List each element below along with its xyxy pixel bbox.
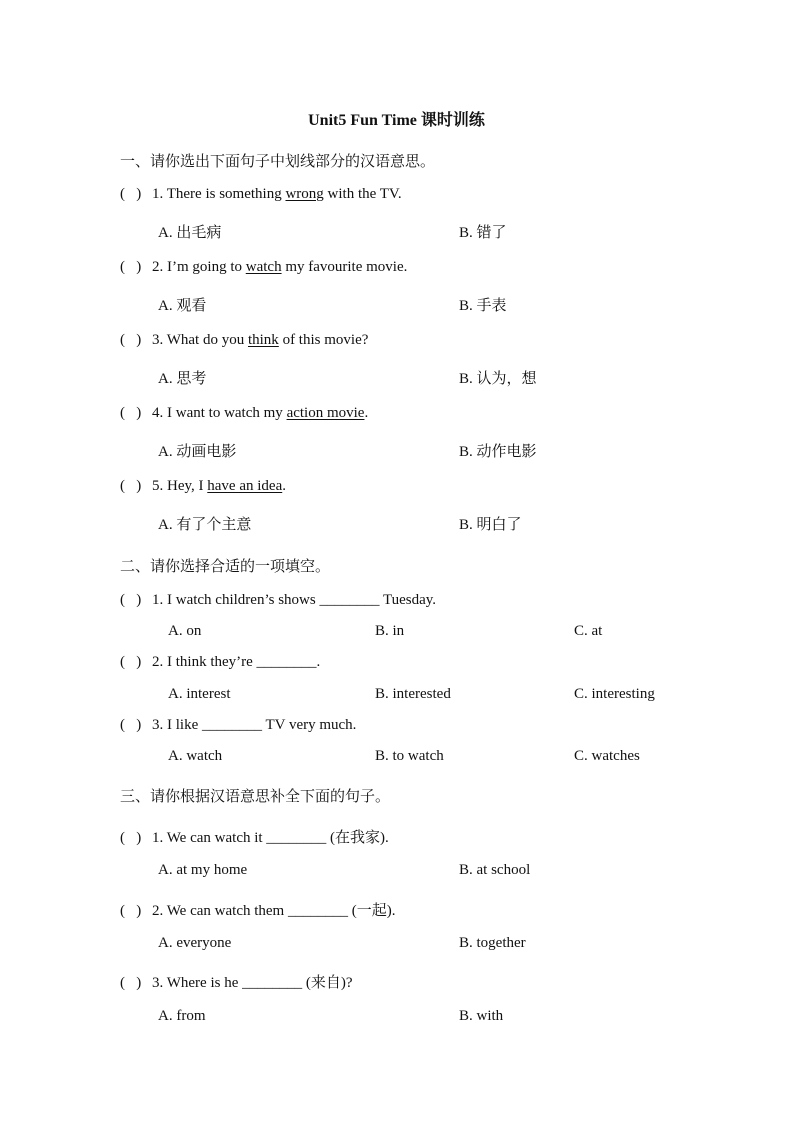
s1-question-1: ( ) 1. There is something wrong with the TV. — [120, 186, 402, 202]
s1-q4-option-b[interactable]: B. 动作电影 — [459, 444, 537, 460]
s2-q1-option-b[interactable]: B. in — [375, 623, 405, 639]
underlined-word: think — [247, 332, 279, 348]
answer-blank[interactable]: ( ) — [120, 975, 142, 991]
s3-q1-option-a[interactable]: A. at my home — [158, 862, 248, 878]
s1-question-4: ( ) 4. I want to watch my action movie. — [120, 405, 369, 421]
s1-q1-option-b[interactable]: B. 错了 — [459, 225, 507, 241]
s2-question-1: ( ) 1. I watch children’s shows ________ Tuesday. — [120, 592, 437, 608]
answer-blank[interactable]: ( ) — [120, 332, 142, 348]
s3-q2-option-a[interactable]: A. everyone — [158, 935, 232, 951]
answer-blank[interactable]: ( ) — [120, 717, 142, 733]
s3-q3-option-b[interactable]: B. with — [459, 1008, 504, 1024]
s1-question-2: ( ) 2. I’m going to watch my favourite movie. — [120, 259, 408, 275]
s2-q1-option-c[interactable]: C. at — [574, 623, 603, 639]
s1-q2-option-b[interactable]: B. 手表 — [459, 298, 507, 314]
s1-q3-option-a[interactable]: A. 思考 — [158, 371, 207, 387]
section-3-heading: 三、请你根据汉语意思补全下面的句子。 — [120, 789, 391, 805]
answer-blank[interactable]: ( ) — [120, 478, 142, 494]
s3-question-3: ( ) 3. Where is he ________ (来自)? — [120, 975, 353, 991]
s3-question-2: ( ) 2. We can watch them ________ (一起). — [120, 903, 396, 919]
answer-blank[interactable]: ( ) — [120, 405, 142, 421]
s2-q2-option-b[interactable]: B. interested — [375, 686, 451, 702]
s2-q3-option-b[interactable]: B. to watch — [375, 748, 444, 764]
s1-q5-option-b[interactable]: B. 明白了 — [459, 517, 522, 533]
answer-blank[interactable]: ( ) — [120, 186, 142, 202]
s1-q1-option-a[interactable]: A. 出毛病 — [158, 225, 222, 241]
s2-q2-option-c[interactable]: C. interesting — [574, 686, 655, 702]
answer-blank[interactable]: ( ) — [120, 259, 142, 275]
page-title: Unit5 Fun Time 课时训练 — [308, 112, 485, 129]
s1-question-3: ( ) 3. What do you think of this movie? — [120, 332, 369, 348]
section-1-heading: 一、请你选出下面句子中划线部分的汉语意思。 — [120, 154, 436, 170]
section-2-heading: 二、请你选择合适的一项填空。 — [120, 559, 331, 575]
s2-q3-option-a[interactable]: A. watch — [168, 748, 223, 764]
answer-blank[interactable]: ( ) — [120, 903, 142, 919]
underlined-word: action movie — [286, 405, 365, 421]
underlined-word: have an idea — [207, 478, 283, 494]
s2-q1-option-a[interactable]: A. on — [168, 623, 202, 639]
s3-q2-option-b[interactable]: B. together — [459, 935, 526, 951]
s3-q1-option-b[interactable]: B. at school — [459, 862, 531, 878]
s3-question-1: ( ) 1. We can watch it ________ (在我家). — [120, 830, 389, 846]
answer-blank[interactable]: ( ) — [120, 592, 142, 608]
answer-blank[interactable]: ( ) — [120, 830, 142, 846]
s2-question-2: ( ) 2. I think they’re ________. — [120, 654, 321, 670]
answer-blank[interactable]: ( ) — [120, 654, 142, 670]
underlined-word: wrong — [285, 186, 324, 202]
underlined-word: watch — [245, 259, 282, 275]
s2-question-3: ( ) 3. I like ________ TV very much. — [120, 717, 357, 733]
s1-q5-option-a[interactable]: A. 有了个主意 — [158, 517, 252, 533]
s1-question-5: ( ) 5. Hey, I have an idea. — [120, 478, 286, 494]
s3-q3-option-a[interactable]: A. from — [158, 1008, 206, 1024]
s2-q2-option-a[interactable]: A. interest — [168, 686, 231, 702]
s2-q3-option-c[interactable]: C. watches — [574, 748, 640, 764]
s1-q4-option-a[interactable]: A. 动画电影 — [158, 444, 237, 460]
s1-q2-option-a[interactable]: A. 观看 — [158, 298, 207, 314]
s1-q3-option-b[interactable]: B. 认为，想 — [459, 371, 537, 387]
